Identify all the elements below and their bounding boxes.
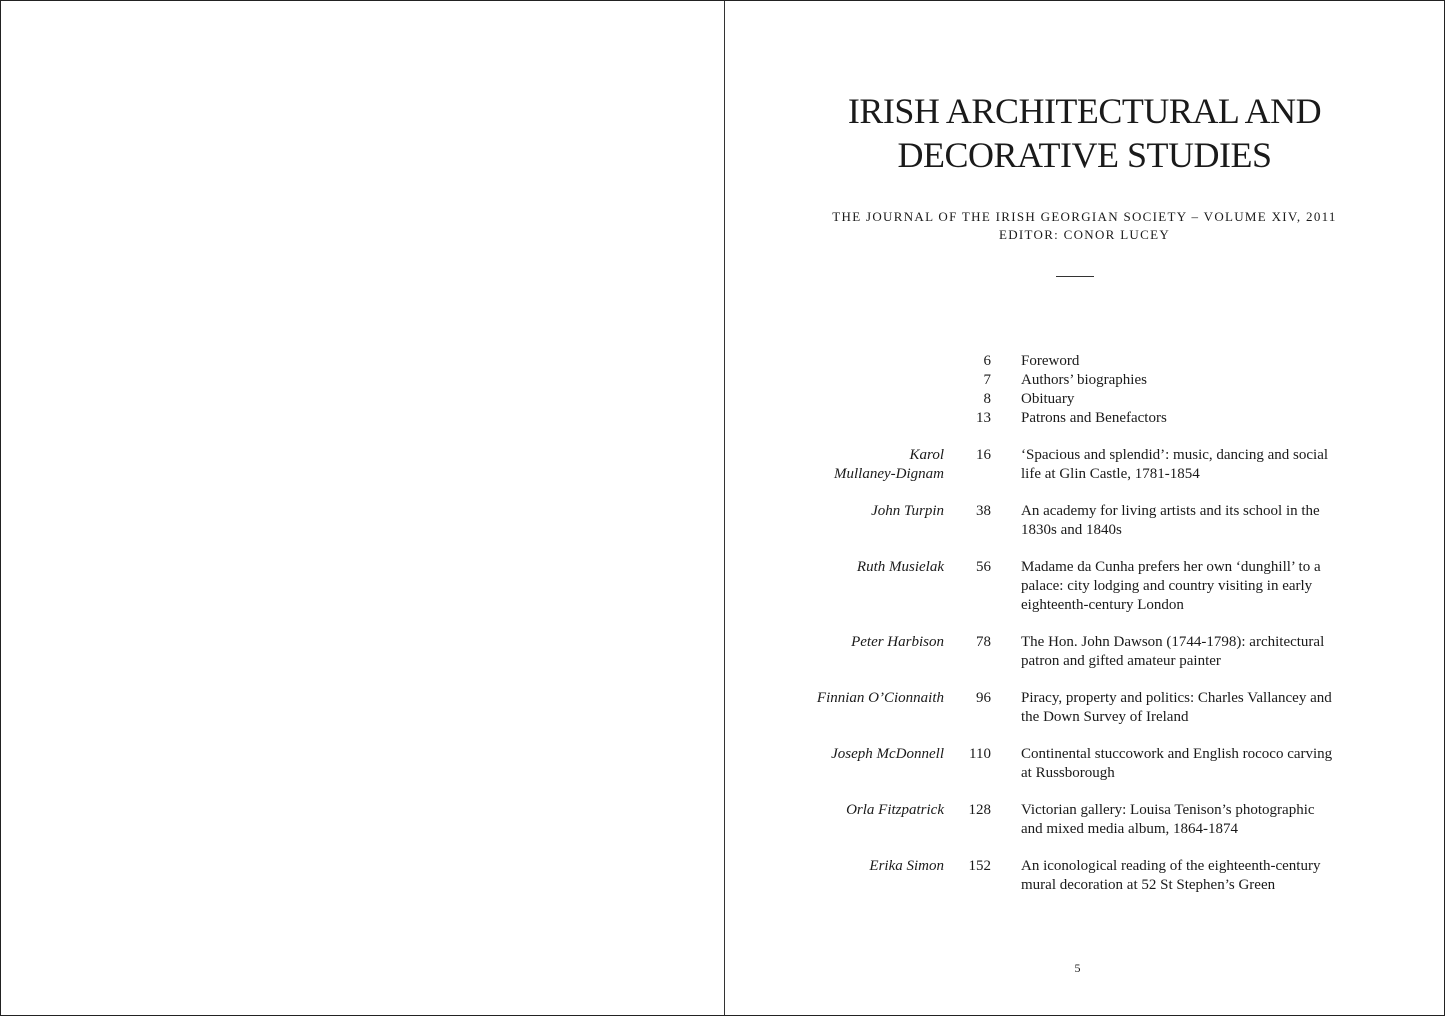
journal-volume-line: THE JOURNAL OF THE IRISH GEORGIAN SOCIETY – VOLUME XIV, 2011 bbox=[832, 209, 1337, 224]
toc-title-line: Obituary bbox=[1021, 391, 1075, 407]
toc-page-number: 152 bbox=[968, 858, 991, 874]
toc-title bbox=[1021, 409, 1361, 428]
toc-title-line: eighteenth-century London bbox=[1021, 597, 1184, 613]
title-line: DECORATIVE STUDIES bbox=[897, 135, 1272, 175]
toc-title-line: the Down Survey of Ireland bbox=[1021, 709, 1189, 725]
toc-title bbox=[1021, 689, 1361, 727]
editor-line: EDITOR: CONOR LUCEY bbox=[998, 227, 1171, 242]
toc-title-line: patron and gifted amateur painter bbox=[1021, 653, 1221, 669]
title-line: IRISH ARCHITECTURAL AND bbox=[847, 91, 1322, 131]
toc-author-line: Mullaney-Dignam bbox=[834, 466, 944, 482]
toc-title-line: palace: city lodging and country visiting in early bbox=[1021, 578, 1313, 594]
toc-page-number: 7 bbox=[983, 372, 991, 388]
toc-author bbox=[784, 502, 944, 521]
toc-page-number: 110 bbox=[969, 746, 991, 762]
toc-page-number: 13 bbox=[976, 410, 991, 426]
toc-author-line: Ruth Musielak bbox=[856, 559, 944, 575]
toc-author-line: Finnian O’Cionnaith bbox=[816, 690, 944, 706]
toc-title-line: 1830s and 1840s bbox=[1021, 522, 1122, 538]
toc-author bbox=[784, 745, 944, 764]
toc-title-line: Piracy, property and politics: Charles Vallancey and bbox=[1021, 690, 1332, 706]
toc-author-line: Karol bbox=[909, 447, 944, 463]
toc-page-number: 38 bbox=[976, 503, 991, 519]
toc-author bbox=[784, 857, 944, 876]
toc-author bbox=[784, 633, 944, 652]
toc-title-line: Foreword bbox=[1021, 353, 1080, 369]
divider-rule bbox=[1056, 276, 1094, 277]
toc-title-line: Authors’ biographies bbox=[1021, 372, 1147, 388]
toc-author-line: Orla Fitzpatrick bbox=[846, 802, 944, 818]
toc-title bbox=[1021, 390, 1361, 409]
toc-title bbox=[1021, 352, 1361, 371]
toc-title bbox=[1021, 801, 1361, 839]
toc-title bbox=[1021, 558, 1361, 615]
toc-title-line: at Russborough bbox=[1021, 765, 1115, 781]
toc-title bbox=[1021, 446, 1361, 484]
toc-title bbox=[1021, 502, 1361, 540]
toc-title-line: The Hon. John Dawson (1744-1798): architectural bbox=[1021, 634, 1325, 650]
toc-page-number: 8 bbox=[983, 391, 991, 407]
journal-title bbox=[725, 89, 1444, 177]
toc-page-number: 6 bbox=[983, 353, 991, 369]
page-number-folio: 5 bbox=[1074, 961, 1081, 975]
toc-page-number: 16 bbox=[976, 447, 991, 463]
toc-title-line: An iconological reading of the eighteenth-century bbox=[1021, 858, 1321, 874]
toc-title bbox=[1021, 857, 1361, 895]
toc-author-line: Erika Simon bbox=[869, 858, 944, 874]
toc-title-line: Victorian gallery: Louisa Tenison’s photographic bbox=[1021, 802, 1315, 818]
toc-title-line: Patrons and Benefactors bbox=[1021, 410, 1167, 426]
toc-author bbox=[784, 446, 944, 484]
toc-author-line: Joseph McDonnell bbox=[831, 746, 944, 762]
toc-author bbox=[784, 801, 944, 820]
toc-page-number: 78 bbox=[976, 634, 991, 650]
blank-left-page bbox=[1, 1, 724, 1015]
toc-title-line: Madame da Cunha prefers her own ‘dunghill’ to a bbox=[1021, 559, 1321, 575]
toc-author bbox=[784, 558, 944, 577]
toc-title bbox=[1021, 745, 1361, 783]
toc-title-line: An academy for living artists and its school in the bbox=[1021, 503, 1320, 519]
contents-page bbox=[725, 1, 1444, 1015]
toc-page-number: 128 bbox=[968, 802, 991, 818]
journal-subtitle bbox=[725, 208, 1444, 244]
toc-page-number: 56 bbox=[976, 559, 991, 575]
toc-author bbox=[784, 689, 944, 708]
toc-author-line: John Turpin bbox=[871, 503, 944, 519]
toc-title-line: life at Glin Castle, 1781-1854 bbox=[1021, 466, 1200, 482]
toc-title-line: ‘Spacious and splendid’: music, dancing and social bbox=[1021, 447, 1329, 463]
toc-title-line: mural decoration at 52 St Stephen’s Green bbox=[1021, 877, 1276, 893]
toc-title bbox=[1021, 633, 1361, 671]
toc-author-line: Peter Harbison bbox=[851, 634, 944, 650]
toc-page-number: 96 bbox=[976, 690, 991, 706]
toc-title-line: Continental stuccowork and English rococo carving bbox=[1021, 746, 1333, 762]
toc-title-line: and mixed media album, 1864-1874 bbox=[1021, 821, 1239, 837]
toc-title bbox=[1021, 371, 1361, 390]
